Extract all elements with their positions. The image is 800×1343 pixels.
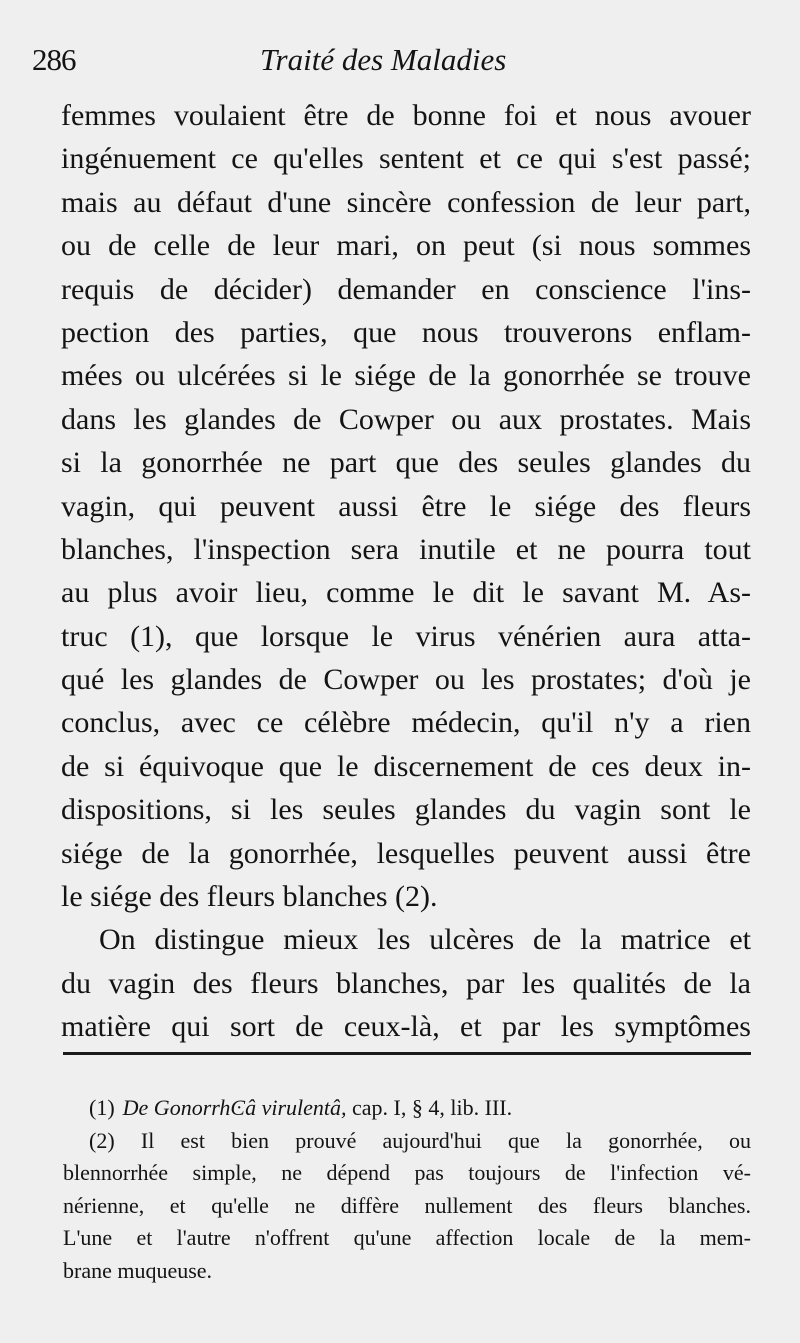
body-line: mées ou ulcérées si le siége de la gonorrhée se trouve <box>61 359 751 393</box>
footnote-2-line: L'une et l'autre n'offrent qu'une affection locale de la mem- <box>63 1225 751 1250</box>
body-line: femmes voulaient être de bonne foi et nous avouer <box>61 99 751 132</box>
footnote-citation-title: De GonorrhϾâ virulentâ, <box>122 1095 347 1120</box>
body-line: du vagin des fleurs blanches, par les qualités de la <box>61 966 751 1000</box>
body-text <box>61 94 751 1049</box>
body-line: si la gonorrhée ne part que des seules glandes du <box>61 446 751 480</box>
footnote-2-line: brane muqueuse. <box>63 1257 213 1283</box>
footnote-2-line: blennorrhée simple, ne dépend pas toujours de l'infection vé- <box>63 1160 751 1185</box>
page-header <box>32 38 752 86</box>
body-line: blanches, l'inspection sera inutile et ne pourra tout <box>61 532 751 566</box>
footnotes <box>63 1092 751 1287</box>
footnote-1 <box>63 1092 751 1125</box>
body-line: qué les glandes de Cowper ou les prostates; d'où je <box>61 663 751 697</box>
body-line: On distingue mieux les ulcères de la matrice et <box>99 923 751 957</box>
body-line: ingénuement ce qu'elles sentent et ce qui s'est passé; <box>61 142 751 176</box>
body-line: dans les glandes de Cowper ou aux prostates. Mais <box>61 402 751 436</box>
body-line: au plus avoir lieu, comme le dit le savant M. As- <box>61 576 751 610</box>
body-line: conclus, avec ce célèbre médecin, qu'il n'y a rien <box>61 706 751 740</box>
body-line: matière qui sort de ceux-là, et par les symptômes <box>61 1010 751 1044</box>
footnote-citation-ref: cap. I, § 4, lib. III. <box>352 1095 513 1120</box>
body-line: vagin, qui peuvent aussi être le siége des fleurs <box>61 489 751 523</box>
footnote-marker: (1) <box>89 1095 115 1120</box>
running-title: Traité des Maladies <box>260 42 507 77</box>
body-line: dispositions, si les seules glandes du vagin sont le <box>61 793 751 827</box>
body-line: requis de décider) demander en conscience l'ins- <box>61 272 751 306</box>
body-line: pection des parties, que nous trouverons enflam- <box>61 315 751 349</box>
body-line: truc (1), que lorsque le virus vénérien aura atta- <box>61 619 751 653</box>
footnote-2-line: nérienne, et qu'elle ne diffère nullement des fleurs blanches. <box>63 1192 751 1218</box>
body-line: siége de la gonorrhée, lesquelles peuvent aussi être <box>61 836 751 870</box>
footnote-divider <box>63 1052 751 1055</box>
footnote-2-line: (2) Il est bien prouvé aujourd'hui que la gonorrhée, ou <box>89 1127 751 1153</box>
page-number: 286 <box>32 42 76 77</box>
body-line: ou de celle de leur mari, on peut (si nous sommes <box>61 229 751 263</box>
body-line: de si équivoque que le discernement de ces deux in- <box>61 749 751 783</box>
body-line: mais au défaut d'une sincère confession de leur part, <box>61 185 751 219</box>
body-line: le siége des fleurs blanches (2). <box>61 880 438 914</box>
